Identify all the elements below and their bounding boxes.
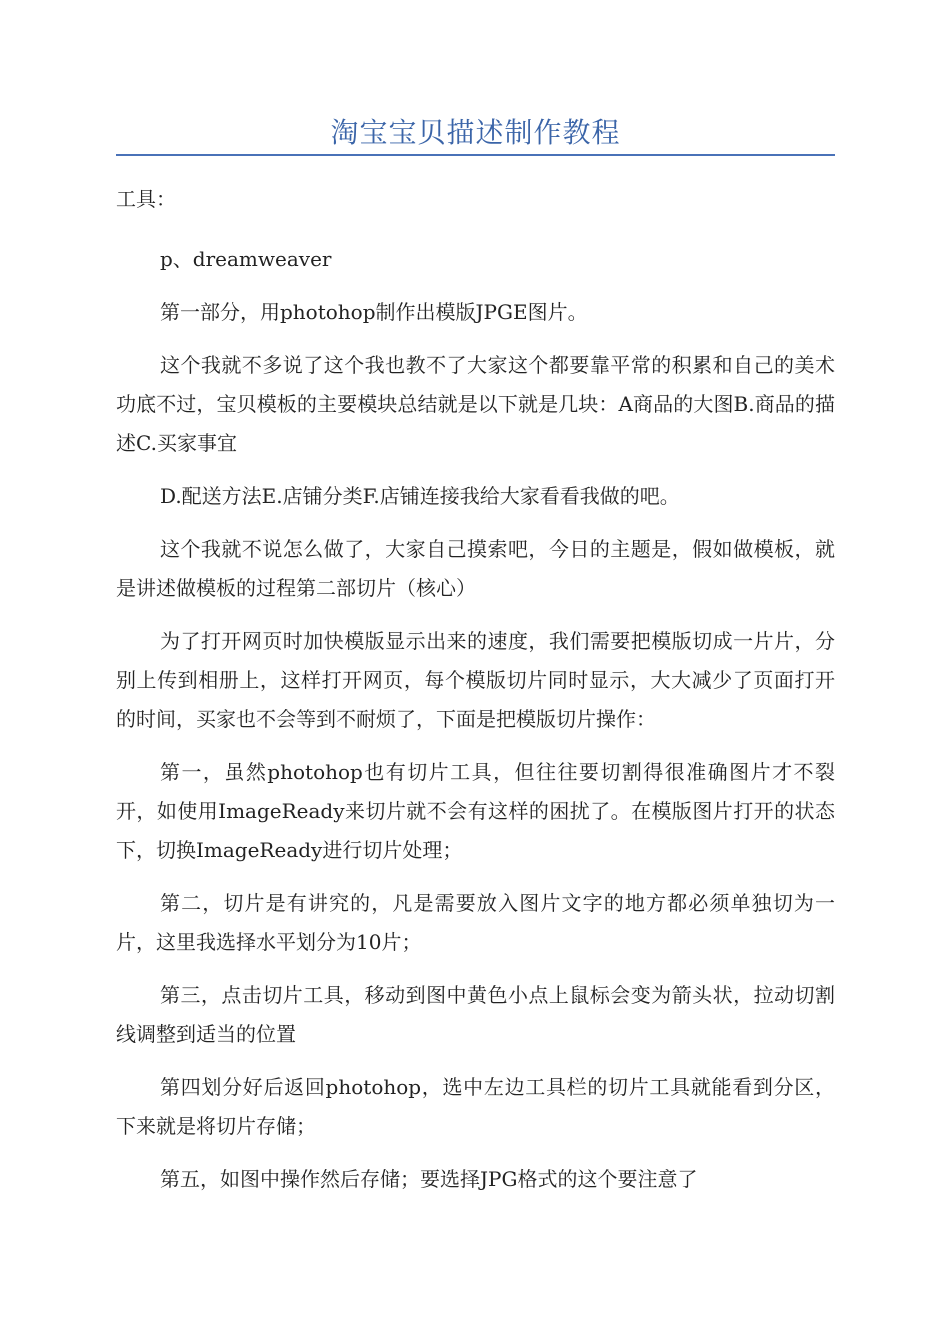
paragraph-step-one: 第一，虽然photohop也有切片工具，但往往要切割得很准确图片才不裂开，如使用ImageReady来切片就不会有这样的困扰了。在模版图片打开的状态下，切换ImageReady进行切片处理； [116,760,835,862]
paragraph-part-one: 第一部分，用photohop制作出模版JPGE图片。 [160,300,588,324]
spacer [116,1146,835,1160]
tools-label: 工具： [116,187,176,211]
paragraph-step-five: 第五，如图中操作然后存储；要选择JPG格式的这个要注意了 [160,1167,698,1191]
paragraph-modules-continued: D.配送方法E.店铺分类F.店铺连接我给大家看看我做的吧。 [160,484,680,508]
paragraph-slicing-reason: 为了打开网页时加快模版显示出来的速度，我们需要把模版切成一片片，分别上传到相册上，这样打开网页，每个模版切片同时显示，大大减少了页面打开的时间，买家也不会等到不耐烦了，下面是把模版切片操作： [116,629,835,731]
paragraph-step-four: 第四划分好后返回photohop，选中左边工具栏的切片工具就能看到分区，下来就是将切片存储； [116,1075,835,1138]
spacer [116,962,835,976]
spacer [116,870,835,884]
spacer [116,1054,835,1068]
spacer [116,516,835,530]
spacer [116,608,835,622]
spacer [116,463,835,477]
paragraph-tools-list: p、dreamweaver [160,247,332,271]
spacer [116,739,835,753]
document-title: 淘宝宝贝描述制作教程 [116,108,835,156]
spacer [116,212,835,240]
document-page [116,108,835,1199]
spacer [116,279,835,293]
paragraph-step-two: 第二，切片是有讲究的，凡是需要放入图片文字的地方都必须单独切为一片，这里我选择水平划分为10片； [116,891,835,954]
paragraph-step-three: 第三，点击切片工具，移动到图中黄色小点上鼠标会变为箭头状，拉动切割线调整到适当的位置 [116,983,835,1046]
paragraph-template-modules: 这个我就不多说了这个我也教不了大家这个都要靠平常的积累和自己的美术功底不过，宝贝模板的主要模块总结就是以下就是几块：A商品的大图B.商品的描述C.买家事宜 [116,353,835,455]
spacer [116,332,835,346]
paragraph-part-two: 这个我就不说怎么做了，大家自己摸索吧，今日的主题是，假如做模板，就是讲述做模板的过程第二部切片（核心） [116,537,835,600]
